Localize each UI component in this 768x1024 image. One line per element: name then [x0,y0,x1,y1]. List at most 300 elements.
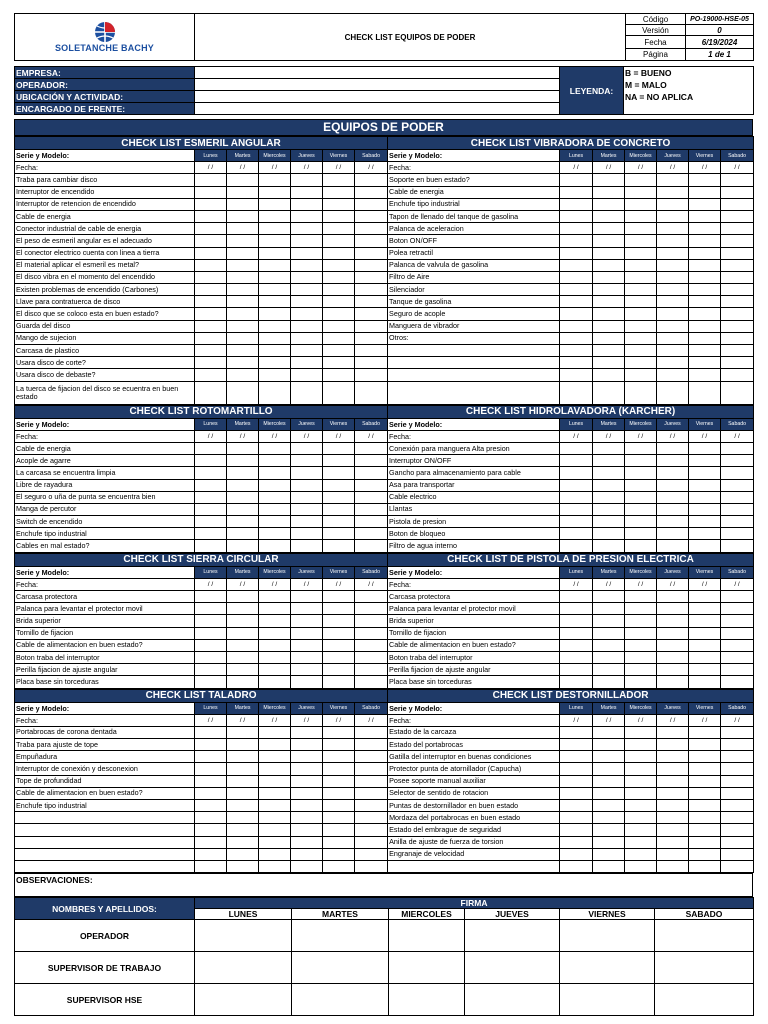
check-cell[interactable] [625,259,657,271]
check-cell[interactable] [323,369,355,381]
check-cell[interactable] [227,763,259,775]
date-cell[interactable]: / / [259,714,291,726]
check-cell[interactable] [355,467,388,479]
check-cell[interactable] [657,284,689,296]
check-cell[interactable] [593,848,625,860]
check-cell[interactable] [657,186,689,198]
check-cell[interactable] [323,627,355,639]
check-cell[interactable] [259,627,291,639]
check-cell[interactable] [625,651,657,663]
check-cell[interactable] [625,540,657,552]
check-cell[interactable] [689,860,721,872]
check-cell[interactable] [227,467,259,479]
check-cell[interactable] [195,174,227,186]
check-cell[interactable] [355,357,388,369]
check-cell[interactable] [227,775,259,787]
check-cell[interactable] [721,775,754,787]
check-cell[interactable] [355,223,388,235]
check-cell[interactable] [625,664,657,676]
check-cell[interactable] [291,332,323,344]
check-cell[interactable] [625,503,657,515]
date-cell[interactable]: / / [227,714,259,726]
date-cell[interactable]: / / [657,162,689,174]
check-cell[interactable] [689,651,721,663]
signature-cell[interactable] [465,984,560,1016]
check-cell[interactable] [721,812,754,824]
date-cell[interactable]: / / [657,714,689,726]
check-cell[interactable] [227,726,259,738]
check-cell[interactable] [689,664,721,676]
check-cell[interactable] [657,247,689,259]
check-cell[interactable] [195,369,227,381]
check-cell[interactable] [323,540,355,552]
check-cell[interactable] [323,174,355,186]
check-cell[interactable] [323,503,355,515]
check-cell[interactable] [323,271,355,283]
check-cell[interactable] [355,442,388,454]
check-cell[interactable] [560,775,593,787]
check-cell[interactable] [625,848,657,860]
check-cell[interactable] [721,639,754,651]
check-cell[interactable] [625,467,657,479]
check-cell[interactable] [657,479,689,491]
check-cell[interactable] [657,800,689,812]
date-cell[interactable]: / / [593,714,625,726]
check-cell[interactable] [323,235,355,247]
date-cell[interactable]: / / [560,578,593,590]
check-cell[interactable] [657,726,689,738]
check-cell[interactable] [593,210,625,222]
check-cell[interactable] [259,332,291,344]
check-cell[interactable] [593,787,625,799]
check-cell[interactable] [721,726,754,738]
check-cell[interactable] [291,491,323,503]
check-cell[interactable] [355,284,388,296]
check-cell[interactable] [227,751,259,763]
check-cell[interactable] [227,259,259,271]
check-cell[interactable] [195,615,227,627]
check-cell[interactable] [195,651,227,663]
check-cell[interactable] [355,296,388,308]
check-cell[interactable] [323,455,355,467]
check-cell[interactable] [721,627,754,639]
check-cell[interactable] [560,651,593,663]
check-cell[interactable] [689,763,721,775]
check-cell[interactable] [291,247,323,259]
check-cell[interactable] [195,751,227,763]
date-cell[interactable]: / / [195,162,227,174]
check-cell[interactable] [721,455,754,467]
check-cell[interactable] [593,186,625,198]
check-cell[interactable] [657,259,689,271]
check-cell[interactable] [625,210,657,222]
check-cell[interactable] [259,860,291,872]
signature-cell[interactable] [560,984,655,1016]
check-cell[interactable] [291,284,323,296]
check-cell[interactable] [593,639,625,651]
check-cell[interactable] [625,247,657,259]
check-cell[interactable] [355,503,388,515]
check-cell[interactable] [323,763,355,775]
date-cell[interactable]: / / [291,578,323,590]
check-cell[interactable] [721,235,754,247]
check-cell[interactable] [323,296,355,308]
check-cell[interactable] [227,332,259,344]
check-cell[interactable] [355,247,388,259]
check-cell[interactable] [721,320,754,332]
check-cell[interactable] [721,223,754,235]
check-cell[interactable] [323,739,355,751]
check-cell[interactable] [323,223,355,235]
check-cell[interactable] [195,540,227,552]
check-cell[interactable] [323,751,355,763]
check-cell[interactable] [625,812,657,824]
check-cell[interactable] [560,467,593,479]
check-cell[interactable] [355,540,388,552]
date-cell[interactable]: / / [195,578,227,590]
check-cell[interactable] [721,763,754,775]
check-cell[interactable] [625,726,657,738]
check-cell[interactable] [355,516,388,528]
check-cell[interactable] [323,491,355,503]
check-cell[interactable] [689,491,721,503]
check-cell[interactable] [560,271,593,283]
check-cell[interactable] [259,271,291,283]
check-cell[interactable] [195,223,227,235]
check-cell[interactable] [259,345,291,357]
check-cell[interactable] [625,860,657,872]
check-cell[interactable] [195,357,227,369]
check-cell[interactable] [625,223,657,235]
check-cell[interactable] [291,860,323,872]
check-cell[interactable] [593,751,625,763]
check-cell[interactable] [259,664,291,676]
check-cell[interactable] [227,320,259,332]
check-cell[interactable] [355,726,388,738]
date-cell[interactable]: / / [560,162,593,174]
check-cell[interactable] [625,174,657,186]
check-cell[interactable] [560,739,593,751]
check-cell[interactable] [657,591,689,603]
check-cell[interactable] [355,836,388,848]
check-cell[interactable] [227,787,259,799]
check-cell[interactable] [355,455,388,467]
check-cell[interactable] [227,442,259,454]
date-cell[interactable]: / / [689,714,721,726]
check-cell[interactable] [291,516,323,528]
check-cell[interactable] [323,824,355,836]
check-cell[interactable] [259,824,291,836]
check-cell[interactable] [195,528,227,540]
check-cell[interactable] [355,235,388,247]
date-cell[interactable]: / / [593,578,625,590]
check-cell[interactable] [323,639,355,651]
check-cell[interactable] [689,186,721,198]
check-cell[interactable] [560,627,593,639]
check-cell[interactable] [625,235,657,247]
check-cell[interactable] [227,271,259,283]
check-cell[interactable] [657,651,689,663]
check-cell[interactable] [291,763,323,775]
check-cell[interactable] [657,198,689,210]
date-cell[interactable]: / / [721,714,754,726]
check-cell[interactable] [291,726,323,738]
check-cell[interactable] [689,235,721,247]
check-cell[interactable] [355,627,388,639]
check-cell[interactable] [560,369,593,381]
check-cell[interactable] [689,824,721,836]
check-cell[interactable] [259,247,291,259]
check-cell[interactable] [323,651,355,663]
check-cell[interactable] [227,603,259,615]
check-cell[interactable] [227,455,259,467]
check-cell[interactable] [227,528,259,540]
check-cell[interactable] [560,296,593,308]
check-cell[interactable] [593,235,625,247]
check-cell[interactable] [323,528,355,540]
check-cell[interactable] [195,235,227,247]
date-cell[interactable]: / / [227,162,259,174]
check-cell[interactable] [560,812,593,824]
check-cell[interactable] [625,763,657,775]
check-cell[interactable] [689,174,721,186]
check-cell[interactable] [291,824,323,836]
check-cell[interactable] [227,615,259,627]
check-cell[interactable] [689,751,721,763]
date-cell[interactable]: / / [323,162,355,174]
check-cell[interactable] [721,836,754,848]
check-cell[interactable] [689,603,721,615]
check-cell[interactable] [227,503,259,515]
check-cell[interactable] [593,516,625,528]
info-field-encargado[interactable] [195,103,560,115]
check-cell[interactable] [195,848,227,860]
date-cell[interactable]: / / [323,430,355,442]
check-cell[interactable] [721,848,754,860]
check-cell[interactable] [291,381,323,404]
signature-cell[interactable] [560,952,655,984]
check-cell[interactable] [291,651,323,663]
check-cell[interactable] [625,186,657,198]
check-cell[interactable] [259,800,291,812]
check-cell[interactable] [657,174,689,186]
check-cell[interactable] [560,860,593,872]
check-cell[interactable] [593,503,625,515]
check-cell[interactable] [291,442,323,454]
check-cell[interactable] [657,676,689,688]
check-cell[interactable] [259,442,291,454]
check-cell[interactable] [593,528,625,540]
check-cell[interactable] [657,824,689,836]
check-cell[interactable] [721,308,754,320]
check-cell[interactable] [227,824,259,836]
check-cell[interactable] [593,627,625,639]
check-cell[interactable] [323,800,355,812]
check-cell[interactable] [689,369,721,381]
check-cell[interactable] [323,332,355,344]
check-cell[interactable] [195,271,227,283]
check-cell[interactable] [593,284,625,296]
check-cell[interactable] [355,271,388,283]
check-cell[interactable] [291,455,323,467]
check-cell[interactable] [560,247,593,259]
check-cell[interactable] [689,296,721,308]
check-cell[interactable] [227,308,259,320]
date-cell[interactable]: / / [259,162,291,174]
check-cell[interactable] [593,223,625,235]
check-cell[interactable] [323,860,355,872]
check-cell[interactable] [323,787,355,799]
check-cell[interactable] [560,787,593,799]
check-cell[interactable] [625,836,657,848]
check-cell[interactable] [227,812,259,824]
check-cell[interactable] [657,664,689,676]
check-cell[interactable] [259,223,291,235]
check-cell[interactable] [291,296,323,308]
check-cell[interactable] [323,198,355,210]
signature-cell[interactable] [389,920,465,952]
check-cell[interactable] [625,824,657,836]
check-cell[interactable] [195,503,227,515]
check-cell[interactable] [689,726,721,738]
check-cell[interactable] [291,800,323,812]
check-cell[interactable] [291,528,323,540]
signature-cell[interactable] [195,984,292,1016]
check-cell[interactable] [657,467,689,479]
check-cell[interactable] [657,787,689,799]
check-cell[interactable] [593,308,625,320]
check-cell[interactable] [721,174,754,186]
check-cell[interactable] [227,676,259,688]
check-cell[interactable] [625,455,657,467]
check-cell[interactable] [259,639,291,651]
check-cell[interactable] [689,357,721,369]
check-cell[interactable] [689,615,721,627]
check-cell[interactable] [195,186,227,198]
check-cell[interactable] [721,787,754,799]
check-cell[interactable] [355,787,388,799]
check-cell[interactable] [721,739,754,751]
check-cell[interactable] [625,284,657,296]
check-cell[interactable] [593,198,625,210]
check-cell[interactable] [593,467,625,479]
date-cell[interactable]: / / [291,714,323,726]
check-cell[interactable] [560,676,593,688]
check-cell[interactable] [323,848,355,860]
check-cell[interactable] [657,357,689,369]
check-cell[interactable] [291,739,323,751]
check-cell[interactable] [291,308,323,320]
check-cell[interactable] [689,812,721,824]
check-cell[interactable] [259,651,291,663]
check-cell[interactable] [593,479,625,491]
check-cell[interactable] [657,812,689,824]
check-cell[interactable] [593,320,625,332]
check-cell[interactable] [721,198,754,210]
check-cell[interactable] [721,528,754,540]
check-cell[interactable] [657,739,689,751]
check-cell[interactable] [195,442,227,454]
observaciones-field[interactable] [15,886,753,897]
check-cell[interactable] [593,259,625,271]
check-cell[interactable] [259,308,291,320]
date-cell[interactable]: / / [721,430,754,442]
check-cell[interactable] [195,775,227,787]
check-cell[interactable] [560,528,593,540]
check-cell[interactable] [291,787,323,799]
check-cell[interactable] [259,369,291,381]
check-cell[interactable] [259,726,291,738]
date-cell[interactable]: / / [355,714,388,726]
check-cell[interactable] [291,271,323,283]
check-cell[interactable] [291,664,323,676]
check-cell[interactable] [689,345,721,357]
check-cell[interactable] [291,627,323,639]
check-cell[interactable] [689,455,721,467]
signature-cell[interactable] [655,952,754,984]
check-cell[interactable] [657,848,689,860]
check-cell[interactable] [227,186,259,198]
check-cell[interactable] [689,467,721,479]
date-cell[interactable]: / / [625,578,657,590]
check-cell[interactable] [355,381,388,404]
check-cell[interactable] [625,198,657,210]
check-cell[interactable] [657,320,689,332]
check-cell[interactable] [323,357,355,369]
check-cell[interactable] [355,639,388,651]
check-cell[interactable] [355,528,388,540]
check-cell[interactable] [625,676,657,688]
check-cell[interactable] [657,381,689,404]
check-cell[interactable] [355,603,388,615]
check-cell[interactable] [259,516,291,528]
check-cell[interactable] [657,271,689,283]
check-cell[interactable] [625,381,657,404]
check-cell[interactable] [625,271,657,283]
check-cell[interactable] [625,627,657,639]
check-cell[interactable] [689,836,721,848]
check-cell[interactable] [227,198,259,210]
check-cell[interactable] [323,676,355,688]
check-cell[interactable] [291,503,323,515]
check-cell[interactable] [195,491,227,503]
check-cell[interactable] [227,381,259,404]
check-cell[interactable] [657,332,689,344]
check-cell[interactable] [625,603,657,615]
check-cell[interactable] [721,751,754,763]
check-cell[interactable] [323,247,355,259]
check-cell[interactable] [195,210,227,222]
check-cell[interactable] [195,603,227,615]
check-cell[interactable] [593,664,625,676]
check-cell[interactable] [259,615,291,627]
date-cell[interactable]: / / [560,430,593,442]
check-cell[interactable] [195,824,227,836]
check-cell[interactable] [259,848,291,860]
check-cell[interactable] [195,763,227,775]
check-cell[interactable] [291,540,323,552]
check-cell[interactable] [323,812,355,824]
date-cell[interactable]: / / [689,578,721,590]
check-cell[interactable] [355,320,388,332]
date-cell[interactable]: / / [227,430,259,442]
check-cell[interactable] [721,381,754,404]
check-cell[interactable] [323,284,355,296]
check-cell[interactable] [195,247,227,259]
check-cell[interactable] [625,615,657,627]
check-cell[interactable] [227,639,259,651]
check-cell[interactable] [259,787,291,799]
